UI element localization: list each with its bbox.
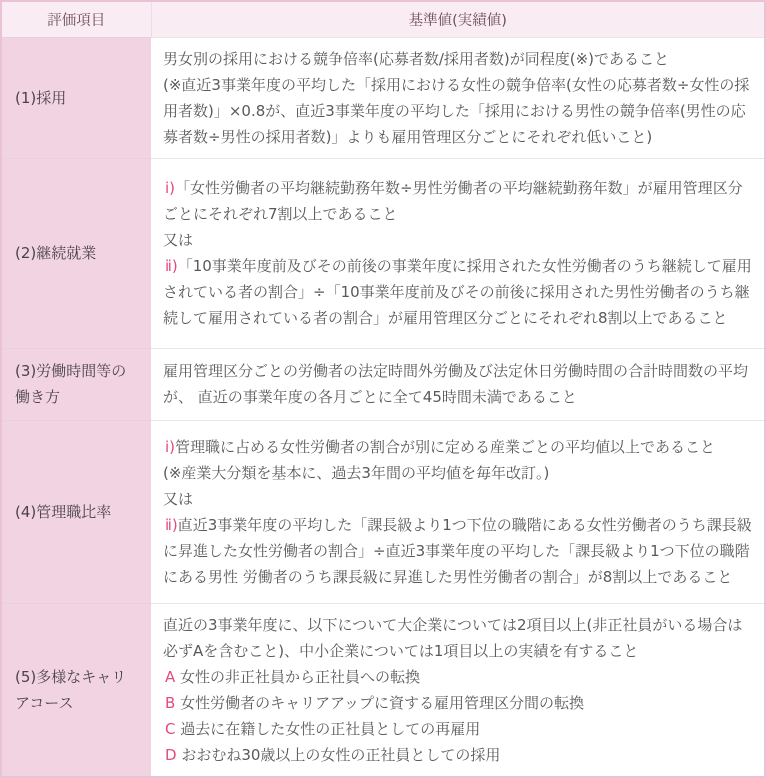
- criteria-cell: [151, 158, 765, 348]
- criteria-marker: C: [165, 719, 176, 738]
- criteria-cell: [151, 37, 765, 158]
- criteria-text-line: ⅱ)「10事業年度前及びその前後の事業年度に採用された女性労働者のうち継続して雇用されている者の割合」÷「10事業年度前及びその前後に採用された男性労働者のうち継続して雇用されている者の割合」が雇用管理区分ごとにそれぞれ8割以上であること: [163, 257, 752, 327]
- criteria-text-line: ⅰ)管理職に占める女性労働者の割合が別に定める産業ごとの平均値以上であること: [165, 437, 716, 456]
- table-body: [1, 37, 765, 777]
- criteria-marker: ⅱ): [165, 515, 178, 534]
- criteria-text-line: 雇用管理区分ごとの労働者の法定時間外労働及び法定休日労働時間の合計時間数の平均が、 直近の事業年度の各月ごとに全て45時間未満であること: [163, 362, 749, 406]
- criteria-cell: [151, 348, 765, 420]
- criteria-text-line: D おおむね30歳以上の女性の正社員としての採用: [165, 745, 501, 764]
- evaluation-item-label: (1)採用: [1, 37, 151, 158]
- criteria-text-line: 又は: [163, 231, 194, 249]
- criteria-text-line: (※直近3事業年度の平均した「採用における女性の競争倍率(女性の応募者数÷女性の採用者数)」×0.8が、直近3事業年度の平均した「採用における男性の競争倍率(男性の応募者数÷男性の採用者数)」よりも雇用管理区分ごとにそれぞれ低いこと): [163, 75, 750, 146]
- table-header: [1, 1, 765, 37]
- criteria-marker: A: [165, 667, 176, 686]
- criteria-cell: [151, 420, 765, 603]
- criteria-cell: [151, 603, 765, 777]
- criteria-marker: D: [165, 745, 177, 764]
- evaluation-item-label: (4)管理職比率: [1, 420, 151, 603]
- criteria-text-line: ⅰ)「女性労働者の平均継続勤務年数÷男性労働者の平均継続勤務年数」が雇用管理区分ごとにそれぞれ7割以上であること: [163, 179, 743, 223]
- evaluation-item-label: (2)継続就業: [1, 158, 151, 348]
- criteria-text-line: 直近の3事業年度に、以下について大企業については2項目以上(非正社員がいる場合は必ずAを含むこと)、中小企業については1項目以上の実績を有すること: [163, 615, 743, 660]
- table-row: [1, 603, 765, 777]
- criteria-text-line: A 女性の非正社員から正社員への転換: [165, 667, 421, 686]
- evaluation-item-label: (5)多様なキャリアコース: [1, 603, 151, 777]
- criteria-text-line: ⅱ)直近3事業年度の平均した「課長級より1つ下位の職階にある女性労働者のうち課長級に昇進した女性労働者の割合」÷直近3事業年度の平均した「課長級より1つ下位の職階にある男性 労働者のうち課長級に昇進した男性労働者の割合」が8割以上であること: [163, 515, 752, 586]
- criteria-marker: ⅰ): [165, 437, 176, 456]
- criteria-text-line: B 女性労働者のキャリアアップに資する雇用管理区分間の転換: [165, 693, 585, 712]
- criteria-text-line: C 過去に在籍した女性の正社員としての再雇用: [165, 719, 481, 738]
- column-header-criteria-value: 基準値(実績値): [151, 1, 765, 37]
- evaluation-item-label: (3)労働時間等の働き方: [1, 348, 151, 420]
- criteria-marker: ⅰ): [165, 179, 176, 197]
- column-header-evaluation-item: 評価項目: [1, 1, 151, 37]
- table-row: [1, 158, 765, 348]
- criteria-marker: B: [165, 693, 176, 712]
- table-row: [1, 37, 765, 158]
- criteria-text-line: (※産業大分類を基本に、過去3年間の平均値を毎年改訂。): [163, 463, 550, 482]
- criteria-marker: ⅱ): [165, 257, 178, 275]
- header-row: [1, 1, 765, 37]
- table-row: [1, 348, 765, 420]
- table-row: [1, 420, 765, 603]
- criteria-text-line: 男女別の採用における競争倍率(応募者数/採用者数)が同程度(※)であること: [163, 49, 670, 68]
- criteria-text-line: 又は: [163, 489, 194, 508]
